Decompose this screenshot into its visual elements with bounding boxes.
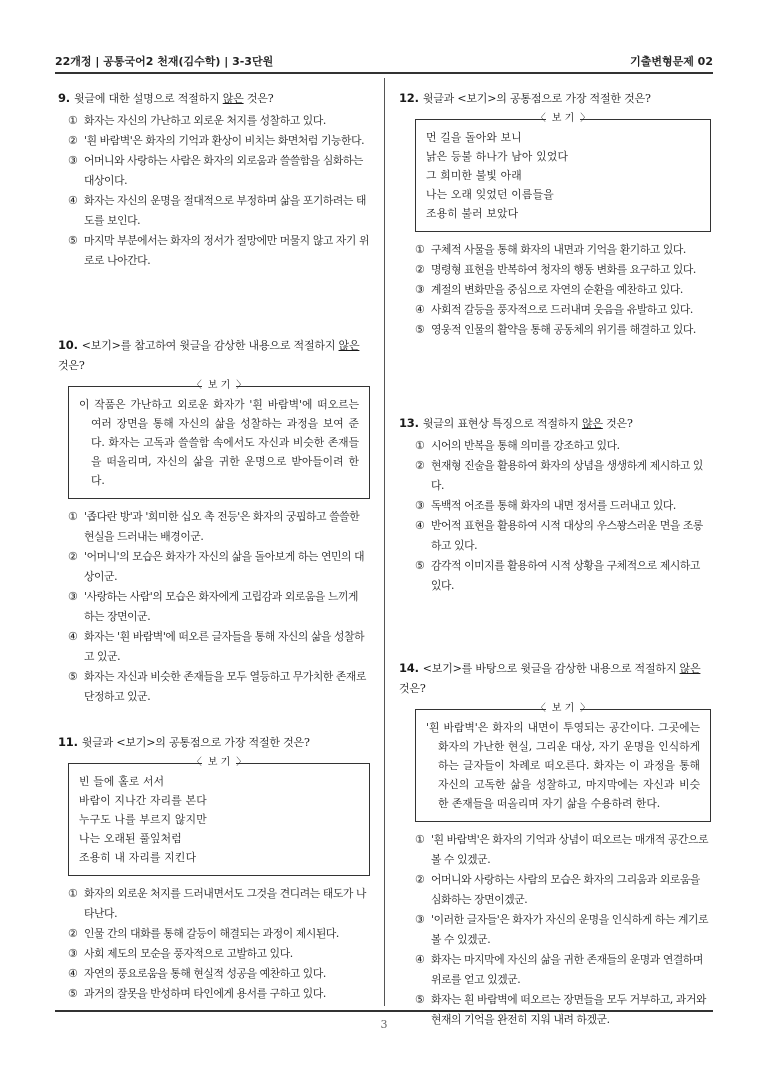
poem-line: 빈 들에 홀로 서서: [79, 775, 165, 788]
choice-4[interactable]: ④ 화자는 '흰 바람벽'에 떠오른 글자들을 통해 자신의 삶을 성찰하고 있군.: [68, 630, 365, 663]
question-number: 12.: [399, 91, 419, 105]
page-number: 3: [380, 1018, 388, 1031]
question-stem: 9. 윗글에 대한 설명으로 적절하지 않은 것은?: [58, 91, 274, 105]
choice-4[interactable]: ④ 자연의 풍요로움을 통해 현실적 성공을 예찬하고 있다.: [68, 967, 326, 980]
question-number: 10.: [58, 338, 78, 352]
choice-5[interactable]: ⑤ 마지막 부분에서는 화자의 정서가 절망에만 머물지 않고 자기 위로로 나아간다.: [68, 234, 370, 267]
bogi-title: 〈 보 기 〉: [191, 380, 247, 391]
footer-rule: [55, 1010, 713, 1012]
choice-1[interactable]: ① 구체적 사물을 통해 화자의 내면과 기억을 환기하고 있다.: [415, 243, 686, 256]
poem-line: 나는 오래 잊었던 이름들을: [426, 188, 554, 201]
question-stem: 14. <보기>를 바탕으로 윗글을 감상한 내용으로 적절하지 않은 것은?: [399, 661, 701, 695]
bogi-box: [68, 380, 370, 499]
poem-line: 조용히 불러 보았다: [426, 207, 519, 220]
poem-line: 먼 길을 돌아와 보니: [426, 131, 522, 144]
choice-5[interactable]: ⑤ 영웅적 인물의 활약을 통해 공동체의 위기를 해결하고 있다.: [415, 323, 696, 336]
choice-1[interactable]: ① '좁다란 방'과 '희미한 십오 촉 전등'은 화자의 궁핍하고 쓸쓸한 현실을 드러내는 배경이군.: [68, 510, 360, 543]
choice-2[interactable]: ② '어머니'의 모습은 화자가 자신의 삶을 돌아보게 하는 연민의 대상이군.: [68, 550, 365, 583]
bogi-title: 〈 보 기 〉: [535, 113, 591, 124]
header-rule: [55, 72, 713, 74]
question-stem: 10. <보기>를 참고하여 윗글을 감상한 내용으로 적절하지 않은 것은?: [58, 338, 360, 372]
poem-line: 나는 오래된 풀잎처럼: [79, 832, 182, 845]
question-stem: 13. 윗글의 표현상 특징으로 적절하지 않은 것은?: [399, 416, 633, 430]
choice-4[interactable]: ④ 화자는 자신의 운명을 절대적으로 부정하며 삶을 포기하려는 태도를 보인다.: [68, 194, 366, 227]
bogi-box: [415, 703, 711, 822]
choice-1[interactable]: ① 시어의 반복을 통해 의미를 강조하고 있다.: [415, 439, 620, 452]
bogi-title: 〈 보 기 〉: [535, 703, 591, 714]
header-exam-title: 기출변형문제 02: [630, 55, 713, 68]
choice-5[interactable]: ⑤ 화자는 자신과 비슷한 존재들을 모두 열등하고 무가치한 존재로 단정하고 있군.: [68, 670, 366, 703]
choice-5[interactable]: ⑤ 감각적 이미지를 활용하여 시적 상황을 구체적으로 제시하고 있다.: [415, 559, 700, 592]
question-11: [58, 732, 370, 1004]
choice-2[interactable]: ② 어머니와 사랑하는 사람의 모습은 화자의 그리움과 외로움을 심화하는 장면이겠군.: [415, 873, 700, 906]
choice-3[interactable]: ③ 사회 제도의 모순을 풍자적으로 고발하고 있다.: [68, 947, 293, 960]
choice-2[interactable]: ② 인물 간의 대화를 통해 갈등이 해결되는 과정이 제시된다.: [68, 927, 339, 940]
choice-3[interactable]: ③ '이러한 글자들'은 화자가 자신의 운명을 인식하게 하는 계기로 볼 수 있겠군.: [415, 913, 709, 946]
bogi-text: 이 작품은 가난하고 외로운 화자가 '흰 바람벽'에 떠오르는 여러 장면을 통해 자신의 삶을 성찰하는 과정을 보여 준다. 화자는 고독과 쓸쓸함 속에서도 자신과 비슷한 존재들을 떠올리며, 자신의 삶을 귀한 운명으로 받아들이려 한다.: [79, 398, 359, 487]
question-10: [58, 335, 370, 707]
bogi-title: 〈 보 기 〉: [191, 757, 247, 768]
header-unit-info: 22개정 | 공통국어2 천재(김수학) | 3-3단원: [55, 55, 274, 68]
choice-5[interactable]: ⑤ 화자는 흰 바람벽에 떠오르는 장면들을 모두 거부하고, 과거와 현재의 기억을 완전히 지워 내려 하겠군.: [415, 993, 706, 1026]
question-number: 13.: [399, 416, 419, 430]
choice-3[interactable]: ③ 계절의 변화만을 중심으로 자연의 순환을 예찬하고 있다.: [415, 283, 683, 296]
poem-line: 그 희미한 불빛 아래: [426, 169, 522, 182]
choice-2[interactable]: ② 명령형 표현을 반복하여 청자의 행동 변화를 요구하고 있다.: [415, 263, 696, 276]
question-12: [399, 88, 711, 340]
choice-4[interactable]: ④ 사회적 갈등을 풍자적으로 드러내며 웃음을 유발하고 있다.: [415, 303, 693, 316]
choice-1[interactable]: ① 화자의 외로운 처지를 드러내면서도 그것을 견디려는 태도가 나타난다.: [68, 887, 366, 920]
choice-3[interactable]: ③ '사랑하는 사람'의 모습은 화자에게 고립감과 외로움을 느끼게 하는 장면이군.: [68, 590, 359, 623]
question-stem: 11. 윗글과 <보기>의 공통점으로 가장 적절한 것은?: [58, 735, 310, 749]
question-stem: 12. 윗글과 <보기>의 공통점으로 가장 적절한 것은?: [399, 91, 651, 105]
choice-4[interactable]: ④ 반어적 표현을 활용하여 시적 대상의 우스꽝스러운 면을 조롱하고 있다.: [415, 519, 703, 552]
choice-3[interactable]: ③ 독백적 어조를 통해 화자의 내면 정서를 드러내고 있다.: [415, 499, 676, 512]
question-14: [399, 658, 711, 1030]
poem-line: 조용히 내 자리를 지킨다: [79, 851, 197, 864]
poem-line: 바람이 지나간 자리를 본다: [79, 794, 207, 807]
choice-3[interactable]: ③ 어머니와 사랑하는 사람은 화자의 외로움과 쓸쓸함을 심화하는 대상이다.: [68, 154, 363, 187]
question-13: [399, 413, 711, 596]
question-9: [58, 88, 370, 271]
column-divider: [384, 78, 385, 1006]
choice-2[interactable]: ② '흰 바람벽'은 화자의 기억과 환상이 비치는 화면처럼 기능한다.: [68, 134, 365, 147]
poem-line: 낡은 등불 하나가 남아 있었다: [426, 150, 569, 163]
choice-5[interactable]: ⑤ 과거의 잘못을 반성하며 타인에게 용서를 구하고 있다.: [68, 987, 326, 1000]
poem-line: 누구도 나를 부르지 않지만: [79, 813, 207, 826]
bogi-box: [415, 113, 711, 232]
question-number: 14.: [399, 661, 419, 675]
choice-1[interactable]: ① '흰 바람벽'은 화자의 기억과 상념이 떠오르는 매개적 공간으로 볼 수 있겠군.: [415, 833, 709, 866]
bogi-box: [68, 757, 370, 876]
choice-4[interactable]: ④ 화자는 마지막에 자신의 삶을 귀한 존재들의 운명과 연결하며 위로를 얻고 있겠군.: [415, 953, 703, 986]
choice-2[interactable]: ② 현재형 진술을 활용하여 화자의 상념을 생생하게 제시하고 있다.: [415, 459, 703, 492]
bogi-text: '흰 바람벽'은 화자의 내면이 투영되는 공간이다. 그곳에는 화자의 가난한 현실, 그리운 대상, 자기 운명을 인식하게 하는 글자들이 차례로 떠오른다. 화자는 이 과정을 통해 자신의 고독한 삶을 성찰하고, 마지막에는 자신과 비슷한 존재들을 떠올리며 자기 삶을 수용하려 한다.: [426, 721, 700, 810]
choice-1[interactable]: ① 화자는 자신의 가난하고 외로운 처지를 성찰하고 있다.: [68, 114, 326, 127]
question-number: 9.: [58, 91, 70, 105]
question-number: 11.: [58, 735, 78, 749]
